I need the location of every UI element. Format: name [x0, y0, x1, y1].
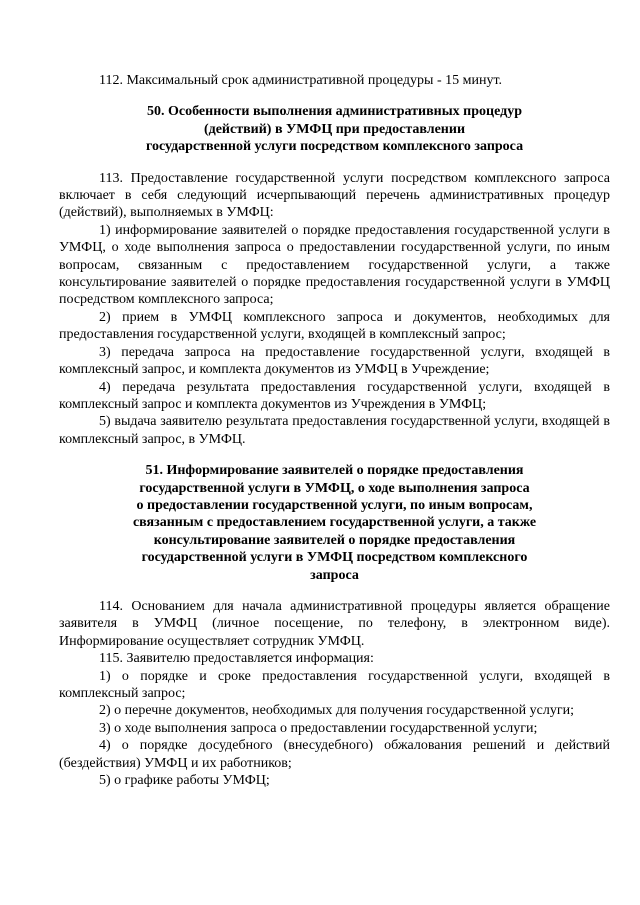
section-heading-50 [59, 103, 610, 155]
list-item-115-1: 1) о порядке и сроке предоставления государственной услуги, входящей в комплексный запрос; [59, 668, 610, 701]
heading-line: связанным с предоставлением государственной услуги, а также [132, 515, 537, 531]
heading-line: государственной услуги в УМФЦ, о ходе выполнения запроса [139, 480, 530, 496]
list-item-115-5: 5) о графике работы УМФЦ; [99, 773, 270, 789]
heading-line: (действий) в УМФЦ при предоставлении [203, 121, 466, 137]
heading-line: 51. Информирование заявителей о порядке предоставления [145, 463, 524, 479]
list-item-115-4: 4) о порядке досудебного (внесудебного) обжалования решений и действий (бездействия) УМФЦ и их работников; [59, 738, 610, 771]
heading-line: государственной услуги в УМФЦ посредством комплексного [141, 550, 528, 566]
list-item-113-4: 4) передача результата предоставления государственной услуги, входящей в комплексный запрос и комплекта документов из Учреждения в УМФЦ; [59, 379, 610, 412]
section-heading-51 [59, 462, 610, 584]
list-item-113-2: 2) прием в УМФЦ комплексного запроса и документов, необходимых для предоставления государственной услуги, входящей в комплексный запрос; [59, 309, 610, 343]
heading-line: запроса [310, 567, 359, 583]
heading-line: консультирование заявителей о порядке предоставления [153, 532, 516, 548]
paragraph-112: 112. Максимальный срок административной процедуры - 15 минут. [99, 73, 503, 88]
list-item-113-5: 5) выдача заявителю результата предоставления государственной услуги, входящей в комплексный запрос, в УМФЦ. [59, 414, 610, 447]
heading-line: о предоставлении государственной услуги, по иным вопросам, [136, 497, 533, 513]
paragraph-115: 115. Заявителю предоставляется информация: [99, 651, 374, 667]
list-item-115-2: 2) о перечне документов, необходимых для получения государственной услуги; [99, 703, 574, 719]
heading-line: государственной услуги посредством комплексного запроса [145, 139, 524, 155]
document-page [59, 72, 610, 789]
list-item-115-3: 3) о ходе выполнения запроса о предоставлении государственной услуги; [99, 720, 538, 736]
paragraph-113: 113. Предоставление государственной услуги посредством комплексного запроса включает в себя следующий исчерпывающий перечень административных процедур (действий), выполняемых в УМФЦ: [59, 170, 610, 221]
list-item-113-1: 1) информирование заявителей о порядке предоставления государственной услуги в УМФЦ, о ходе выполнения запроса о предоставлении государственной услуги, по иным вопросам, связанным с предоставлением государственной услуги, а также консультирование заявителей о порядке предоставления государственной услуги в УМФЦ посредством комплексного запроса; [59, 222, 610, 308]
list-item-113-3: 3) передача запроса на предоставление государственной услуги, входящей в комплексный запрос, и комплекта документов из УМФЦ в Учреждение; [59, 344, 610, 378]
heading-line: 50. Особенности выполнения административных процедур [147, 104, 522, 120]
paragraph-114: 114. Основанием для начала административной процедуры является обращение заявителя в УМФЦ (личное посещение, по телефону, в электронном виде). Информирование осуществляет сотрудник УМФЦ. [59, 598, 610, 649]
